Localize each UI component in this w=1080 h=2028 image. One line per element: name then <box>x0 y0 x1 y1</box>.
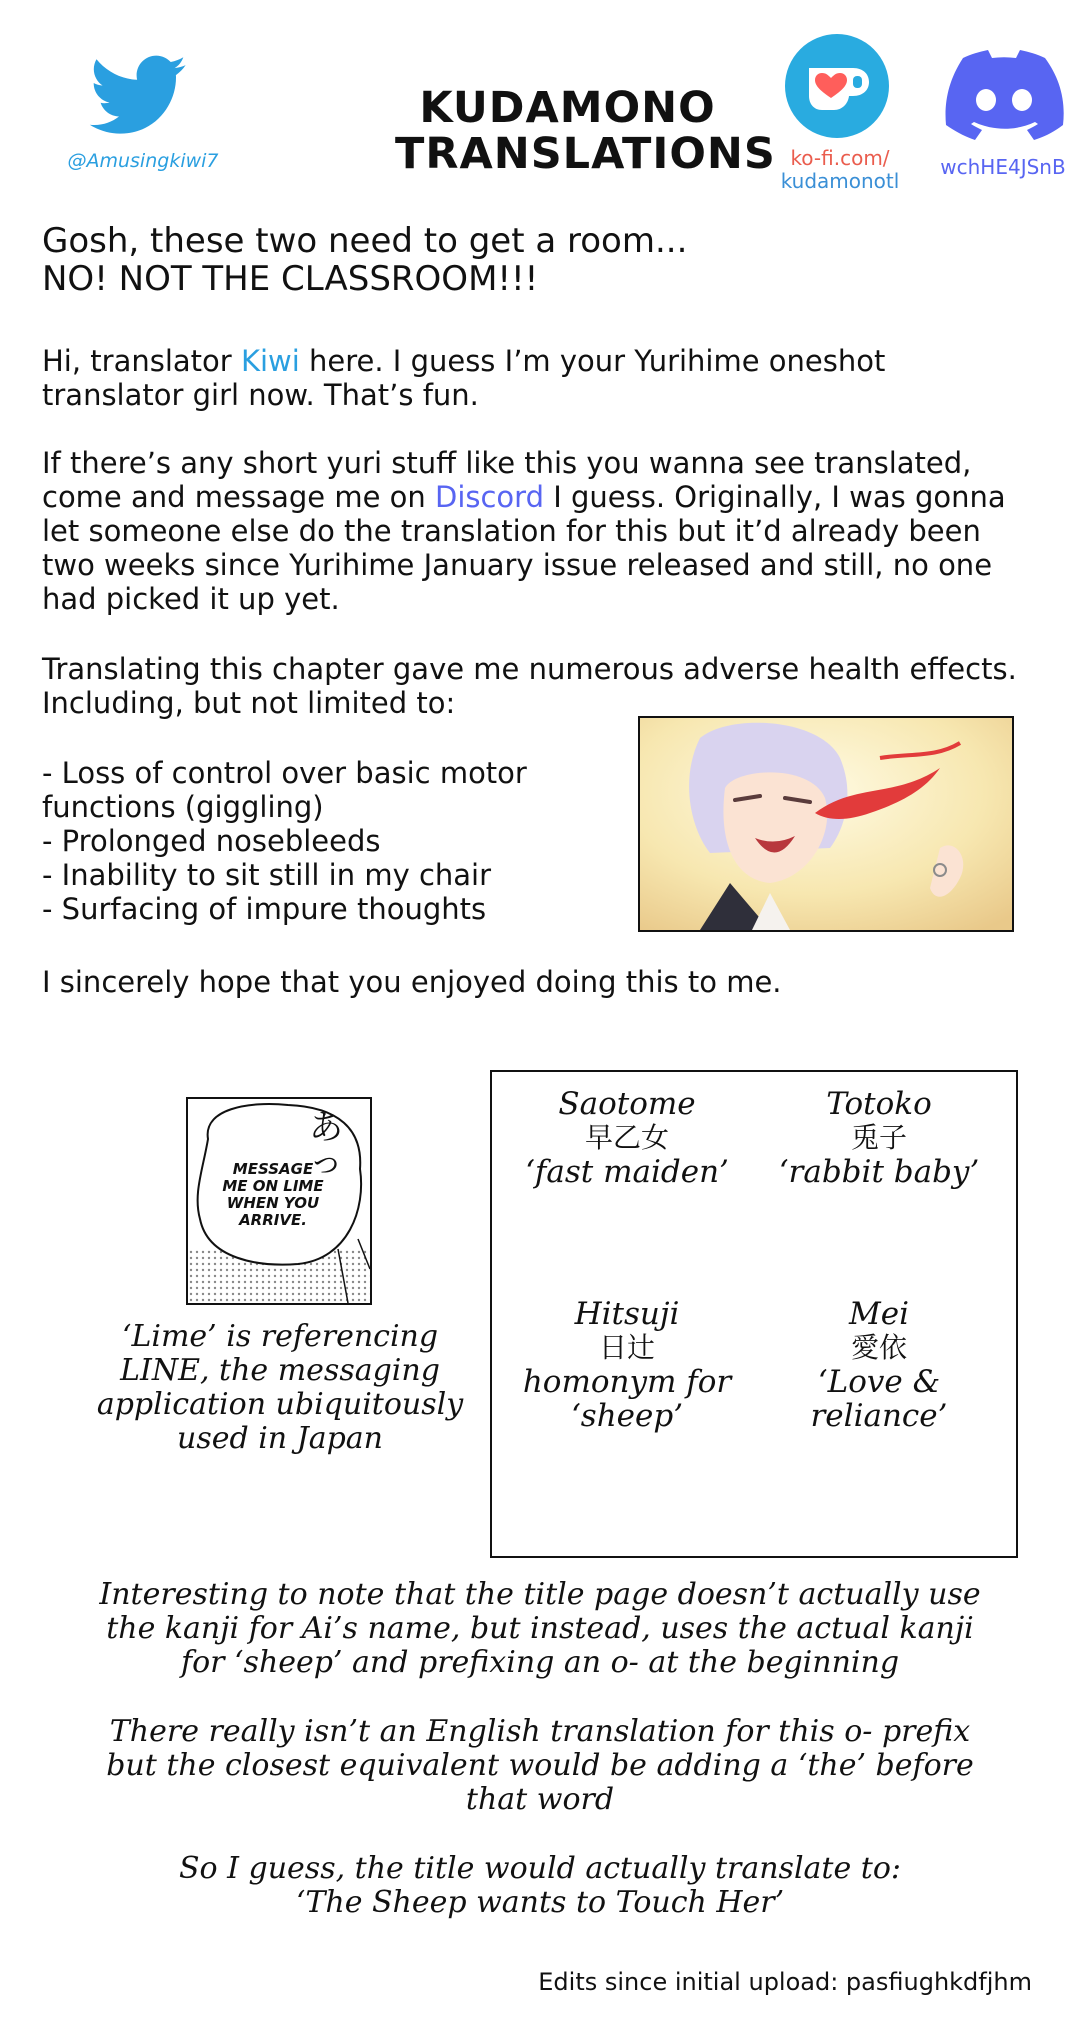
title-note-3 <box>30 1852 1050 1920</box>
p2-text-after: I guess. Originally, I was gonna <box>544 480 1006 514</box>
discord-icon[interactable] <box>944 50 1064 142</box>
logo-line-1: KUDAMONO <box>419 83 716 133</box>
title-note-2 <box>30 1715 1050 1817</box>
effect-item: - Surfacing of impure thoughts <box>42 892 487 926</box>
p2-line-3: let someone else do the translation for this but it’d already been <box>42 514 981 548</box>
lime-note <box>80 1320 480 1456</box>
kofi-cup-icon[interactable] <box>785 34 889 138</box>
note-line: Interesting to note that the title page doesn’t actually use <box>99 1577 981 1612</box>
p2-line-2 <box>42 480 1062 514</box>
name-meaning: reliance’ <box>810 1398 948 1434</box>
twitter-bird-icon[interactable] <box>88 55 188 140</box>
name-meaning: ‘rabbit baby’ <box>778 1154 980 1190</box>
manga-speech-bubble-image <box>186 1097 372 1305</box>
p1-line-1 <box>42 344 1062 378</box>
name-entry <box>754 1297 1004 1433</box>
lime-note-line: used in Japan <box>177 1421 383 1456</box>
name-romaji: Totoko <box>826 1086 932 1122</box>
lime-note-line: LINE, the messaging <box>120 1353 440 1388</box>
anime-nosebleed-image <box>638 716 1014 932</box>
name-kanji: 兎子 <box>850 1121 907 1154</box>
lime-note-line: ‘Lime’ is referencing <box>121 1319 439 1354</box>
intro-paragraph-2 <box>42 446 1062 616</box>
heading-line-2: NO! NOT THE CLASSROOM!!! <box>42 259 539 299</box>
character-names-box <box>490 1070 1018 1558</box>
bubble-line: ME ON LIME <box>222 1177 324 1195</box>
effect-item: - Inability to sit still in my chair <box>42 858 492 892</box>
effect-item: - Prolonged nosebleeds <box>42 824 381 858</box>
bubble-line: MESSAGE <box>232 1160 314 1178</box>
edits-note: Edits since initial upload: pasfiughkdfjhm <box>538 1968 1032 1996</box>
bubble-line: ARRIVE. <box>239 1211 307 1229</box>
p3-line-2: Including, but not limited to: <box>42 686 456 720</box>
name-meaning: homonym for <box>522 1364 732 1400</box>
name-meaning: ‘fast maiden’ <box>525 1154 729 1190</box>
heading-line-1: Gosh, these two need to get a room... <box>42 221 688 261</box>
name-meaning: ‘sheep’ <box>570 1398 684 1434</box>
closing-line: I sincerely hope that you enjoyed doing this to me. <box>42 965 782 999</box>
name-romaji: Mei <box>848 1296 909 1332</box>
effect-item: functions (giggling) <box>42 790 324 824</box>
note-line: but the closest equivalent would be adding a ‘the’ before <box>106 1748 974 1783</box>
translator-name: Kiwi <box>240 344 300 378</box>
p2-line-5: had picked it up yet. <box>42 582 340 616</box>
discord-invite-code[interactable]: wchHE4JSnB <box>940 155 1066 179</box>
discord-link[interactable]: Discord <box>434 480 544 514</box>
p2-line-1: If there’s any short yuri stuff like this you wanna see translated, <box>42 446 972 480</box>
logo-line-2: TRANSLATIONS <box>395 129 776 179</box>
note-line: for ‘sheep’ and prefixing an o- at the beginning <box>180 1645 900 1680</box>
note-line: that word <box>465 1782 615 1817</box>
intro-paragraph-1 <box>42 344 1062 412</box>
p1-text-after: here. I guess I’m your Yurihime oneshot <box>299 344 886 378</box>
effect-item: - Loss of control over basic motor <box>42 756 527 790</box>
kofi-line-2: kudamonotl <box>780 169 900 193</box>
intro-paragraph-3 <box>42 652 1062 720</box>
site-logo-title <box>395 83 776 179</box>
p1-line-2: translator girl now. That’s fun. <box>42 378 479 412</box>
bubble-line: WHEN YOU <box>226 1194 320 1212</box>
p2-text: come and message me on <box>42 480 435 514</box>
bubble-sfx: あっ <box>309 1108 343 1182</box>
title-note-1 <box>30 1578 1050 1680</box>
note-line: the kanji for Ai’s name, but instead, uses the actual kanji <box>106 1611 974 1646</box>
health-effects-list <box>42 756 602 926</box>
p3-line-1: Translating this chapter gave me numerous adverse health effects. <box>42 652 1017 686</box>
p2-line-4: two weeks since Yurihime January issue released and still, no one <box>42 548 993 582</box>
twitter-handle[interactable]: @Amusingkiwi7 <box>67 150 219 172</box>
name-entry <box>754 1087 1004 1189</box>
name-meaning: ‘Love & <box>817 1364 941 1400</box>
intro-heading <box>42 222 1062 298</box>
note-line: ‘The Sheep wants to Touch Her’ <box>295 1885 785 1920</box>
note-line: So I guess, the title would actually translate to: <box>178 1851 901 1886</box>
name-romaji: Saotome <box>558 1086 696 1122</box>
name-kanji: 愛依 <box>850 1331 907 1364</box>
kofi-link[interactable] <box>770 147 910 193</box>
p1-text: Hi, translator <box>42 344 241 378</box>
name-entry <box>502 1087 752 1189</box>
kofi-line-1: ko-fi.com/ <box>790 146 890 170</box>
name-kanji: 早乙女 <box>584 1121 669 1154</box>
name-romaji: Hitsuji <box>574 1296 680 1332</box>
name-entry <box>502 1297 752 1433</box>
lime-note-line: application ubiquitously <box>96 1387 464 1422</box>
note-line: There really isn’t an English translation for this o- prefix <box>109 1714 971 1749</box>
name-kanji: 日辻 <box>598 1331 655 1364</box>
